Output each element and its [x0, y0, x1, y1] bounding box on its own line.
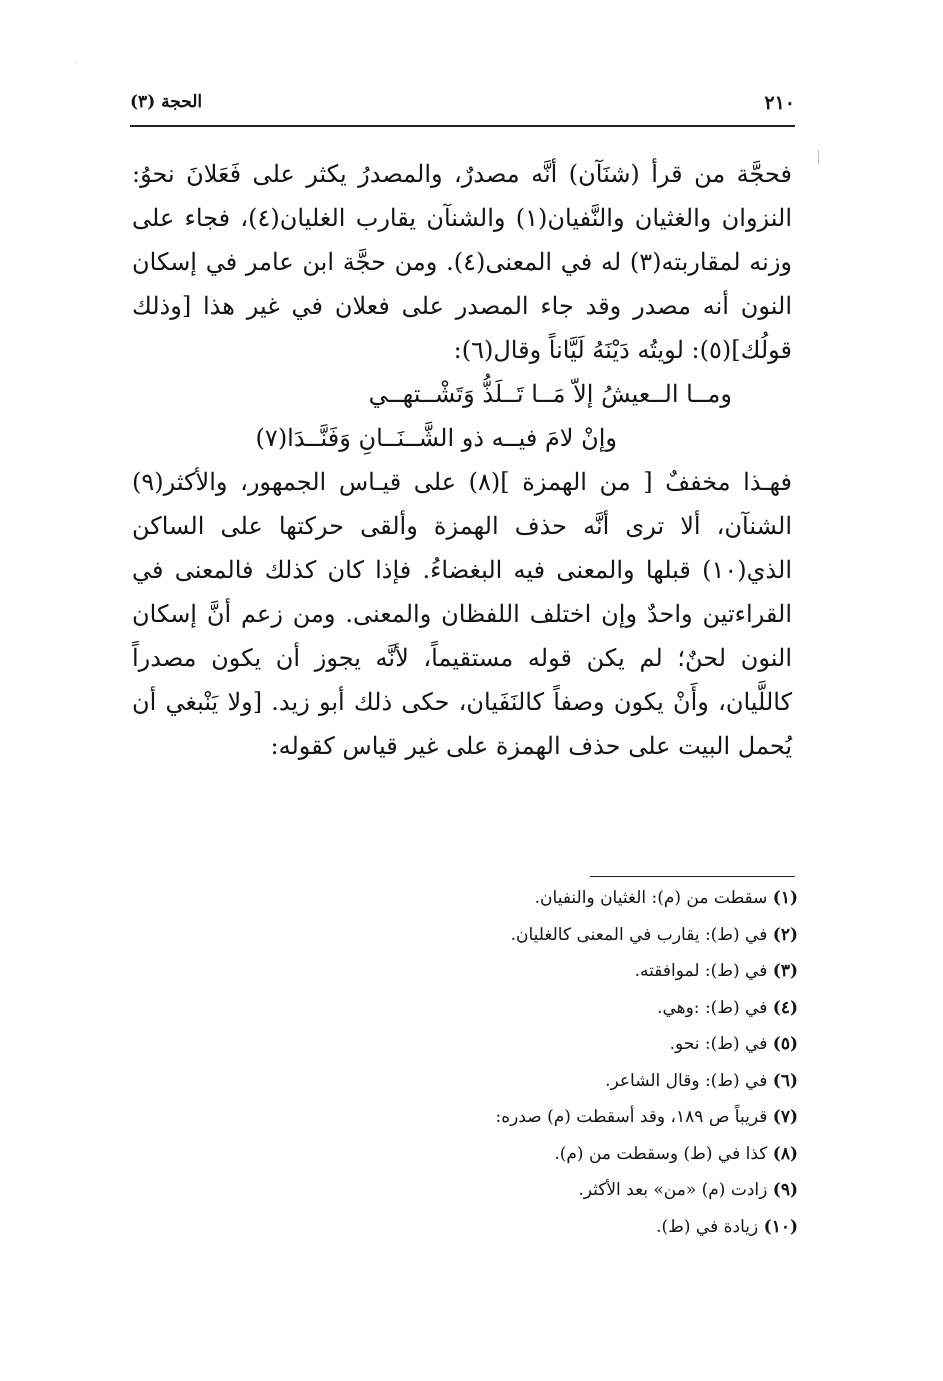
footnote-number: (٢) [772, 924, 798, 945]
footnotes [278, 880, 798, 1245]
poem-verse: ومــا الــعيشُ إلاّ مَــا تَــلَذُّ وَتَشْــتهــي [368, 380, 732, 408]
footnote [278, 1099, 798, 1136]
footnote-number: (٦) [772, 1070, 798, 1091]
footnote-text: قريباً ص ١٨٩، وقد أسقطت (م) صدره: [495, 1107, 768, 1127]
footnote-text: في (ط): :وهي. [657, 997, 768, 1018]
scan-mark [75, 62, 76, 63]
footnote [278, 990, 798, 1027]
poem [132, 372, 792, 460]
footnote-text: في (ط): لموافقته. [634, 961, 768, 981]
footnote-number: (٤) [772, 997, 798, 1018]
page-number: ٢١٠ [764, 92, 795, 114]
footnote [278, 1026, 798, 1063]
footnote [278, 1172, 798, 1209]
footnote [278, 1063, 798, 1100]
main-text [132, 152, 792, 768]
paragraph: فحجَّة من قرأ (شنَآن) أنَّه مصدرٌ، والمصدرُ يكثر على فَعَلانَ نحوُ: النزوان والغثيان والنَّفيان(١) والشنآن يقارب الغليان(٤)، فجاء على وزنه لمقاربته(٣) له في المعنى(٤). ومن حجَّة ابن عامر في إسكان النون أنه مصدر وقد جاء المصدر على فعلان في غير هذا [وذلك قولُك](٥): لويتُه دَيْنَهُ لَيَّاناً وقال(٦): [132, 160, 793, 364]
footnote-text: زادت (م) «من» بعد الأكثر. [578, 1180, 768, 1200]
footnote-number: (٥) [772, 1034, 798, 1054]
footnote [278, 1209, 798, 1246]
scan-mark [818, 150, 819, 164]
footnote [278, 917, 798, 954]
footnote-text: زيادة في (ط). [656, 1216, 759, 1237]
footnote-text: سقطت من (م): الغثيان والنفيان. [534, 888, 768, 908]
footnote-text: في (ط): يقارب في المعنى كالغليان. [510, 924, 768, 945]
footnote-text: كذا في (ط) وسقطت من (م). [554, 1143, 768, 1164]
footnote-number: (٧) [772, 1107, 798, 1127]
footnote-number: (١) [772, 888, 798, 908]
footnote-number: (١٠) [763, 1216, 798, 1237]
footnote [278, 1136, 798, 1173]
page-header [130, 90, 795, 126]
footnote-text: في (ط): نحو. [669, 1034, 768, 1054]
footnote-text: في (ط): وقال الشاعر. [605, 1070, 768, 1091]
poem-verse: وإنْ لامَ فيــه ذو الشَّــنَــانِ وَفَنَّــدَا(٧) [255, 424, 617, 452]
footnote-number: (٨) [772, 1143, 798, 1164]
footnote-number: (٣) [772, 961, 798, 981]
footnote [278, 880, 798, 917]
footnote-number: (٩) [772, 1180, 798, 1200]
running-title: الحجة (٣) [130, 92, 203, 112]
footnote-separator [590, 876, 795, 877]
paragraph: فهـذا مخففٌ [ من الهمزة ](٨) على قيـاس الجمهور، والأكثر(٩) الشنآن، ألا ترى أنَّه حذف الهمزة وألقى حركتها على الساكن الذي(١٠) قبلها والمعنى فيه البغضاءُ. فإذا كان كذلك فالمعنى في القراءتين واحدٌ وإن اختلف اللفظان والمعنى. ومن زعم أنَّ إسكان النون لحنٌ؛ لم يكن قوله مستقيماً، لأنَّه يجوز أن يكون مصدراً كاللَّيان، وأَنْ يكون وصفاً كالنَفَيان، حكى ذلك أبو زيد. [ولا يَنْبغي أن يُحمل البيت على حذف الهمزة على غير قياس كقوله: [132, 468, 793, 760]
header-rule [130, 125, 795, 127]
footnote [278, 953, 798, 990]
